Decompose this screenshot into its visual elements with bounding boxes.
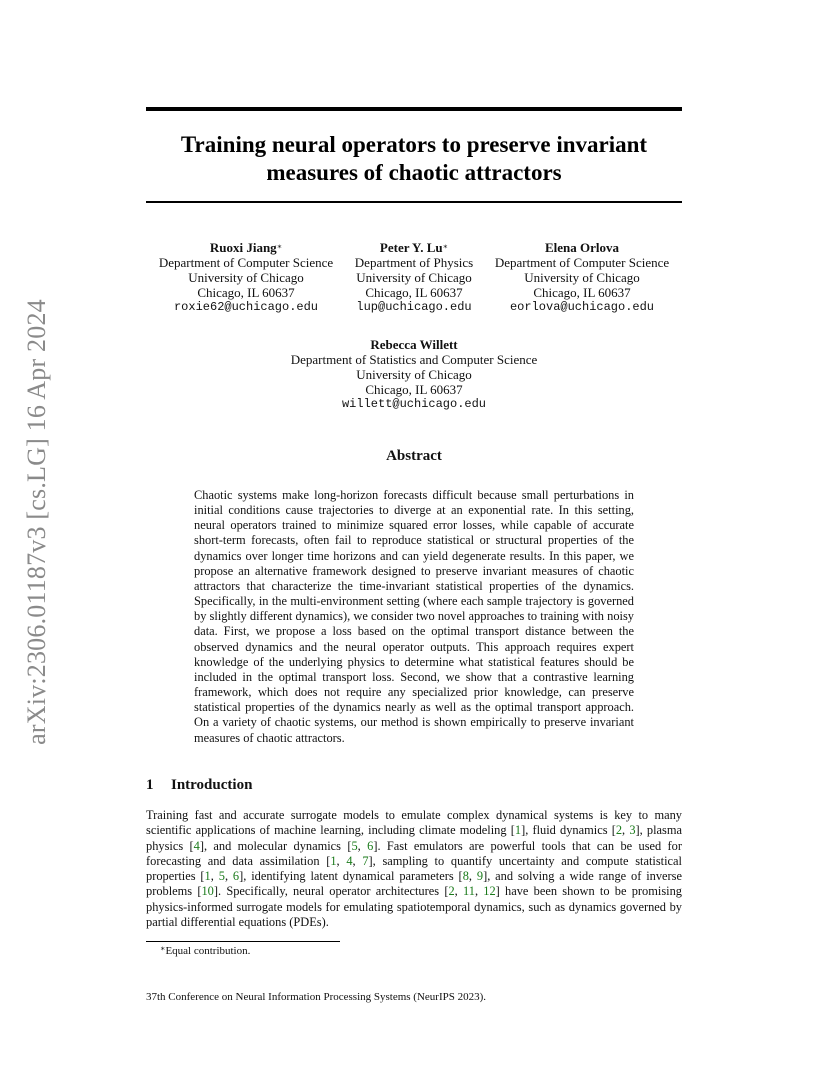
author-department: Department of Physics (354, 255, 474, 270)
intro-text: ]. Fast emulators are powerful tools that can be used for forecasting and data assimilation [ (146, 838, 682, 868)
author-block-4 (214, 337, 614, 412)
citation-link[interactable]: 12 (483, 884, 496, 899)
footnote (160, 945, 250, 957)
citation-link[interactable]: 4 (346, 853, 353, 868)
abstract-text: Chaotic systems make long-horizon forecasts difficult because small perturbations in initial conditions cause trajectories to diverge at an exponential rate. In this setting, neural operators trained to minimize squared error losses, while capable of accurate short-term forecasts, often fail to reproduce statistical or structural properties of the dynamics over longer time horizons and can yield degenerate results. In this paper, we propose an alternative framework designed to preserve invariant measures of chaotic attractors that characterize the time-invariant statistical properties of the dynamics. Specifically, in the multi-environment setting (where each sample trajectory is governed by slightly different dynamics), we consider two novel approaches to training with noisy data. First, we propose a loss based on the optimal transport distance between the observed dynamics and the neural operator outputs. This approach requires expert knowledge of the underlying physics to determine what statistical features should be included in the optimal transport loss. Second, we show that a contrastive learning framework, which does not require any specialized prior knowledge, can preserve statistical properties of the dynamics nearly as well as the optimal transport approach. On a variety of chaotic systems, our method is shown empirically to preserve invariant measures of chaotic attractors. (194, 488, 634, 745)
author-block-2 (346, 240, 482, 315)
intro-text: , (336, 853, 347, 868)
intro-text: , (454, 884, 463, 899)
section-title: Introduction (171, 777, 253, 793)
intro-text: ], and solving a wide range of inverse problems [ (146, 869, 682, 899)
footnote-rule (146, 941, 340, 942)
abstract-heading: Abstract (386, 448, 442, 464)
author-university: University of Chicago (356, 270, 472, 285)
intro-text: ], sampling to quantify uncertainty and compute statistical properties [ (146, 853, 682, 884)
author-university: University of Chicago (188, 270, 304, 285)
intro-text: ], plasma physics [ (146, 823, 683, 853)
citation-link[interactable]: 8 (462, 869, 469, 884)
author-university: University of Chicago (356, 367, 472, 382)
citation-link[interactable]: 2 (615, 823, 623, 838)
intro-text: Training fast and accurate surrogate models to emulate complex dynamical systems is key to many scientific applications of machine learning, including climate modeling [ (146, 808, 682, 838)
intro-text: , (474, 884, 484, 899)
venue-note: 37th Conference on Neural Information Processing Systems (NeurIPS 2023). (146, 991, 487, 1003)
author-block-3 (482, 240, 682, 315)
citation-link[interactable]: 1 (514, 823, 522, 838)
author-email[interactable]: roxie62@uchicago.edu (173, 300, 319, 314)
title-line-1: Training neural operators to preserve invariant (180, 132, 648, 157)
author-department: Department of Statistics and Computer Science (290, 352, 538, 367)
citation-link[interactable]: 3 (629, 823, 636, 838)
author-email[interactable]: lup@uchicago.edu (356, 300, 472, 314)
author-name: Peter Y. Lu (379, 240, 443, 255)
author-city: Chicago, IL 60637 (533, 285, 631, 300)
author-name: Elena Orlova (544, 240, 620, 255)
author-block-1 (146, 240, 346, 315)
author-name: Ruoxi Jiang (209, 240, 277, 255)
section-number: 1 (146, 777, 154, 793)
citation-link[interactable]: 9 (476, 869, 484, 884)
intro-text: , (468, 869, 477, 884)
citation-link[interactable]: 10 (201, 884, 214, 899)
author-city: Chicago, IL 60637 (365, 382, 463, 397)
citation-link[interactable]: 7 (362, 853, 369, 868)
intro-text: ]. Specifically, neural operator architectures [ (213, 884, 449, 899)
intro-text: ] have been shown to be promising physics-informed surrogate models for emulating spatiotemporal dynamics, such as dynamics governed by partial differential equations (PDEs). (146, 884, 682, 930)
author-email[interactable]: willett@uchicago.edu (341, 397, 487, 411)
section-heading (146, 777, 252, 794)
citation-link[interactable]: 4 (193, 838, 200, 853)
footnote-mark: ∗ (160, 944, 166, 953)
author-department: Department of Computer Science (158, 255, 334, 270)
intro-text: ], fluid dynamics [ (521, 823, 616, 838)
intro-paragraph (146, 808, 682, 930)
author-department: Department of Computer Science (494, 255, 670, 270)
intro-text: , (622, 823, 630, 838)
intro-text: , (352, 853, 363, 868)
author-email[interactable]: eorlova@uchicago.edu (509, 300, 655, 314)
author-name: Rebecca Willett (370, 337, 458, 352)
citation-link[interactable]: 5 (218, 869, 225, 884)
citation-link[interactable]: 6 (367, 838, 374, 853)
intro-text: , (210, 869, 219, 884)
citation-link[interactable]: 2 (448, 884, 455, 899)
title-rule-bottom (146, 201, 682, 203)
equal-contribution-mark: ∗ (442, 242, 449, 251)
paper-title (146, 131, 682, 187)
intro-text: ], and molecular dynamics [ (199, 838, 352, 853)
intro-text: , (357, 838, 368, 853)
equal-contribution-mark: ∗ (276, 242, 283, 251)
title-line-2: measures of chaotic attractors (266, 160, 562, 185)
footnote-text: Equal contribution. (165, 945, 251, 957)
citation-link[interactable]: 1 (330, 853, 337, 868)
author-city: Chicago, IL 60637 (365, 285, 463, 300)
title-rule-top (146, 107, 682, 111)
intro-text: , (224, 869, 233, 884)
citation-link[interactable]: 6 (232, 869, 240, 884)
author-university: University of Chicago (524, 270, 640, 285)
intro-text: ], identifying latent dynamical parameters [ (239, 869, 463, 884)
citation-link[interactable]: 5 (351, 838, 358, 853)
arxiv-stamp: arXiv:2306.01187v3 [cs.LG] 16 Apr 2024 (22, 299, 51, 745)
citation-link[interactable]: 11 (463, 884, 475, 899)
author-city: Chicago, IL 60637 (197, 285, 295, 300)
citation-link[interactable]: 1 (204, 869, 211, 884)
